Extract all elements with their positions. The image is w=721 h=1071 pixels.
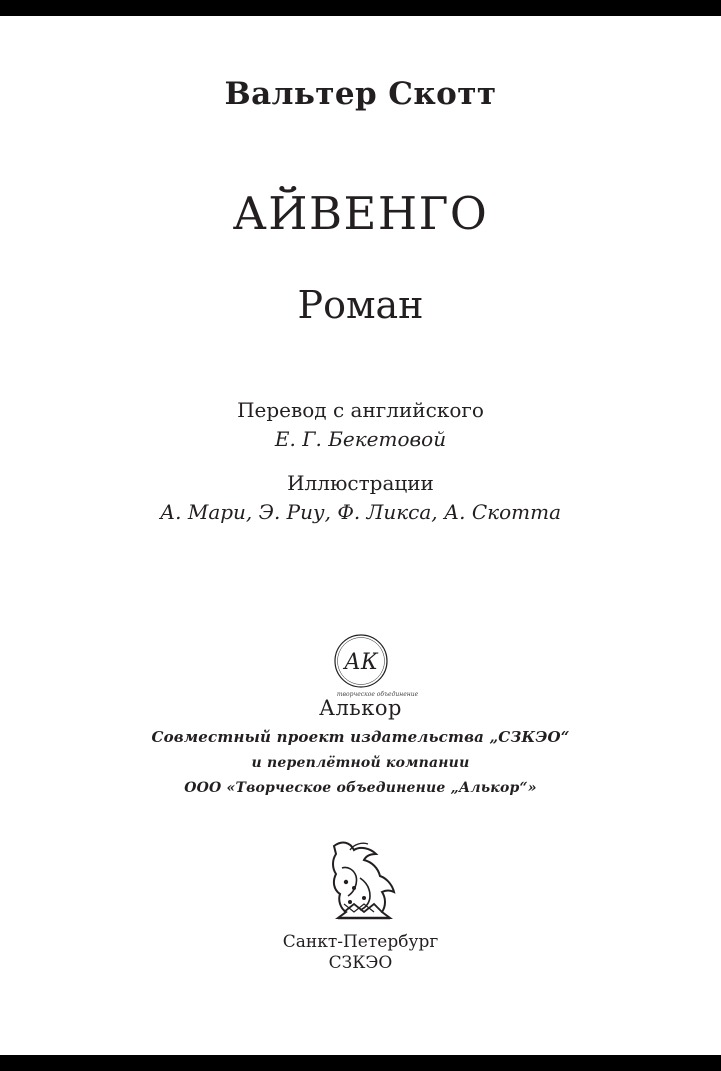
project-line-1: Совместный проект издательства „СЗКЭО“: [151, 728, 570, 746]
book-author: Вальтер Скотт: [224, 76, 497, 112]
translation-label: Перевод с английского: [237, 398, 484, 422]
top-border-bar: [0, 0, 721, 16]
alkor-logo-icon: [333, 633, 389, 689]
imprint-publisher: СЗКЭО: [328, 953, 393, 973]
logo-caption: творческое объединение: [336, 691, 419, 698]
imprint-city: Санкт-Петербург: [282, 932, 439, 952]
logo-name: Алькор: [319, 696, 402, 720]
project-line-2: и переплётной компании: [251, 755, 470, 771]
logo-monogram: АК: [344, 650, 378, 675]
book-genre: Роман: [297, 283, 424, 327]
illustrations-label: Иллюстрации: [287, 471, 434, 495]
translator-name: Е. Г. Бекетовой: [274, 427, 447, 451]
illustrators-names: А. Мари, Э. Риу, Ф. Ликса, А. Скотта: [159, 500, 561, 524]
project-line-3: ООО «Творческое объединение „Алькор“»: [184, 780, 537, 796]
bottom-border-bar: [0, 1055, 721, 1071]
publisher-dragon-emblem-icon: [320, 838, 402, 924]
book-title: АЙВЕНГО: [232, 187, 489, 240]
